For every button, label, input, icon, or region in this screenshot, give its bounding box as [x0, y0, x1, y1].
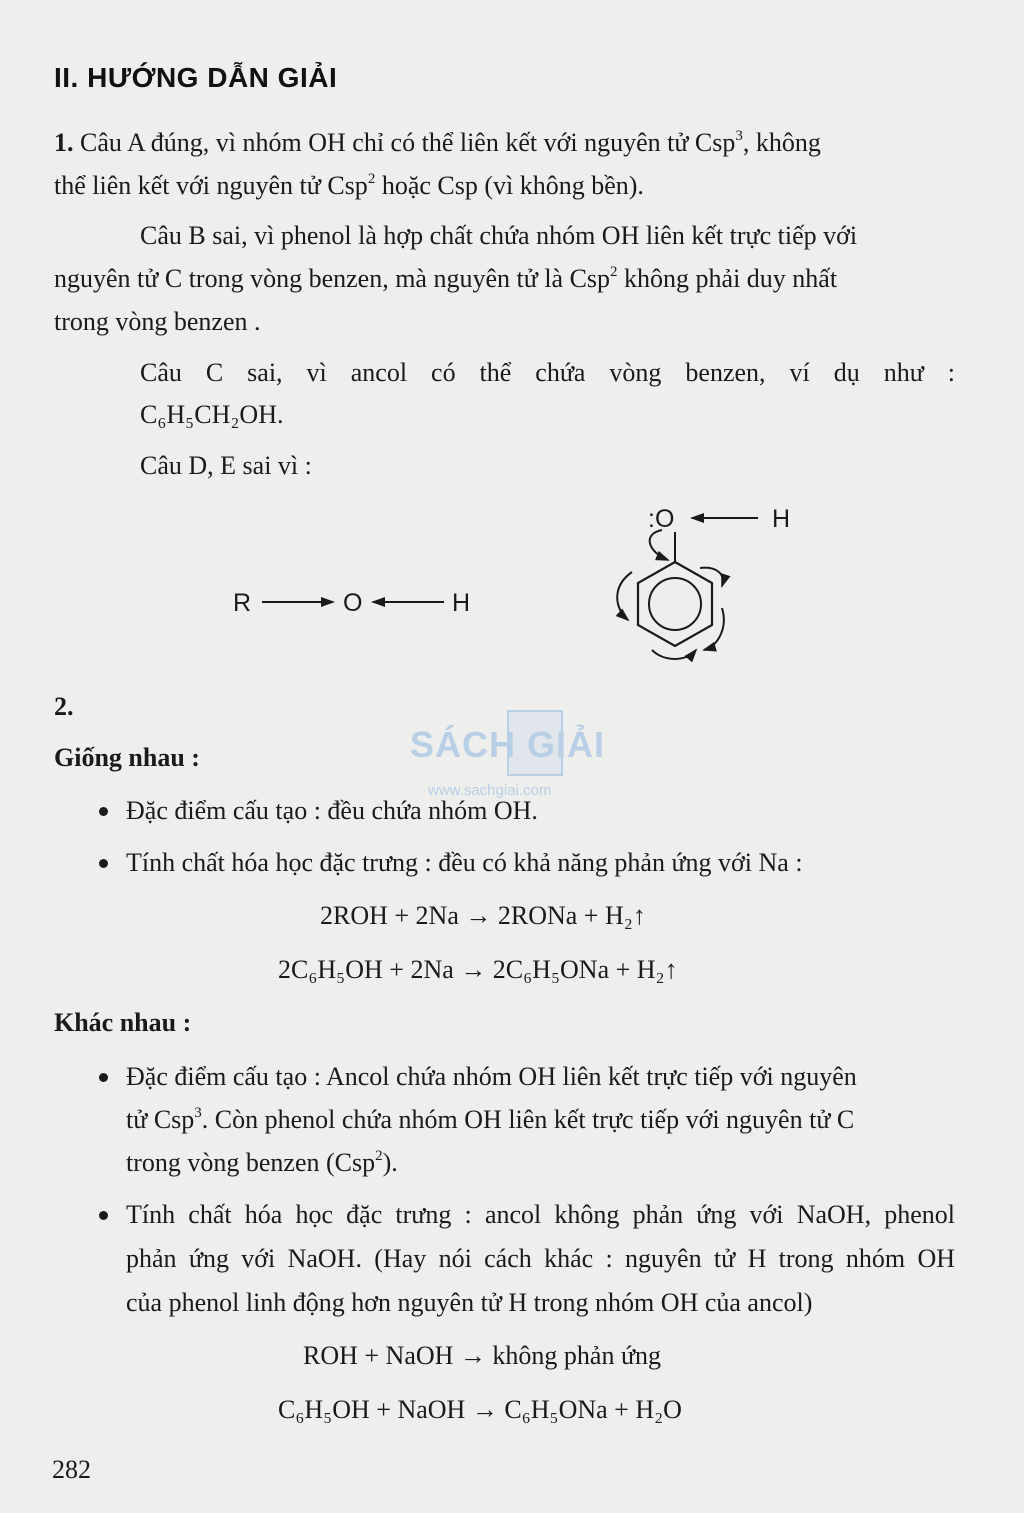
bullet-icon [99, 1211, 108, 1220]
lone-pair-arrow [650, 530, 668, 560]
diff1-l2-sup: 3 [194, 1105, 202, 1121]
q1-a2-end: hoặc Csp (vì không bền). [375, 171, 644, 200]
phenol-o-label: :O [648, 505, 675, 533]
ring-arrow-bottom [652, 650, 696, 659]
q2-number: 2. [54, 692, 74, 721]
q1-number: 1. [54, 128, 74, 157]
equation-phenol-na: 2C₆H₅OH + 2Na → 2C₆H₅ONa + H₂↑ [278, 955, 678, 984]
q1-a-text: Câu A đúng, vì nhóm OH chỉ có thể liên kết với nguyên tử Csp [73, 128, 736, 157]
q1-a2-text: thể liên kết với nguyên tử Csp [54, 171, 368, 200]
section-heading: II. HƯỚNG DẪN GIẢI [54, 62, 338, 93]
alcohol-h-label: H [452, 589, 471, 617]
q1-line-1 [54, 128, 955, 158]
diff1-l3-sup: 2 [375, 1148, 383, 1164]
diff1-l2-end: . Còn phenol chứa nhóm OH liên kết trực tiếp với nguyên tử C [201, 1105, 855, 1134]
q1-c-line-1: Câu C sai, vì ancol có thể chứa vòng benzen, ví dụ như : [140, 358, 955, 387]
phenol-h-label: H [772, 505, 791, 533]
diff1-l2-text: tử Csp [126, 1105, 195, 1134]
page-number: 282 [52, 1455, 91, 1484]
equation-phenol-naoh: C₆H₅OH + NaOH → C₆H₅ONa + H₂O [278, 1395, 682, 1424]
equation-roh-naoh: ROH + NaOH → không phản ứng [303, 1341, 662, 1370]
q1-a2-sup: 2 [367, 171, 376, 187]
q1-b2-sup: 2 [610, 264, 618, 280]
bullet-icon [99, 1073, 108, 1082]
bond-polarity-diagram [0, 490, 1024, 670]
bullet-icon [99, 859, 108, 868]
bullet-icon [99, 807, 108, 816]
similarity-structure: Đặc điểm cấu tạo : đều chứa nhóm OH. [126, 796, 538, 825]
q1-line-2 [54, 171, 644, 201]
difference-chemistry-line-1: Tính chất hóa học đặc trưng : ancol không phản ứng với NaOH, phenol [126, 1200, 955, 1229]
difference-chemistry-line-3: của phenol linh động hơn nguyên tử H trong nhóm OH của ancol) [126, 1288, 813, 1317]
diff1-l3-text: trong vòng benzen (Csp [126, 1148, 376, 1177]
q1-b-line-3: trong vòng benzen . [54, 307, 261, 336]
difference-structure-line-1: Đặc điểm cấu tạo : Ancol chứa nhóm OH liên kết trực tiếp với nguyên [126, 1062, 857, 1091]
difference-structure-line-3 [126, 1148, 398, 1178]
equation-roh-na: 2ROH + 2Na → 2RONa + H₂↑ [320, 901, 646, 930]
watermark-url: www.sachgiai.com [428, 782, 552, 799]
watermark-brand: SÁCH GIẢI [410, 724, 606, 765]
alcohol-o-label: O [343, 589, 363, 617]
watermark-logo [408, 706, 618, 799]
q1-a-end: , không [742, 128, 821, 157]
alcohol-r-label: R [233, 589, 252, 617]
q1-b2-end: không phải duy nhất [617, 264, 838, 293]
diff1-l3-end: ). [382, 1148, 398, 1177]
similarity-chemistry: Tính chất hóa học đặc trưng : đều có khả năng phản ứng với Na : [126, 848, 803, 877]
similarities-title: Giống nhau : [54, 743, 200, 772]
q1-b2-text: nguyên tử C trong vòng benzen, mà nguyên tử là Csp [54, 264, 611, 293]
q1-a-sup: 3 [735, 128, 743, 144]
difference-chemistry-line-2: phản ứng với NaOH. (Hay nói cách khác : nguyên tử H trong nhóm OH [126, 1244, 955, 1273]
benzene-aromatic-circle [649, 578, 701, 630]
q1-b-line-1: Câu B sai, vì phenol là hợp chất chứa nhóm OH liên kết trực tiếp với [140, 221, 858, 250]
q1-c-line-2: C₆H₅CH₂OH. [140, 400, 284, 429]
ring-arrow-left [617, 572, 632, 620]
q1-d-line: Câu D, E sai vì : [140, 451, 312, 480]
q1-b-line-2 [54, 264, 955, 294]
differences-title: Khác nhau : [54, 1008, 192, 1037]
difference-structure-line-2 [126, 1105, 955, 1135]
